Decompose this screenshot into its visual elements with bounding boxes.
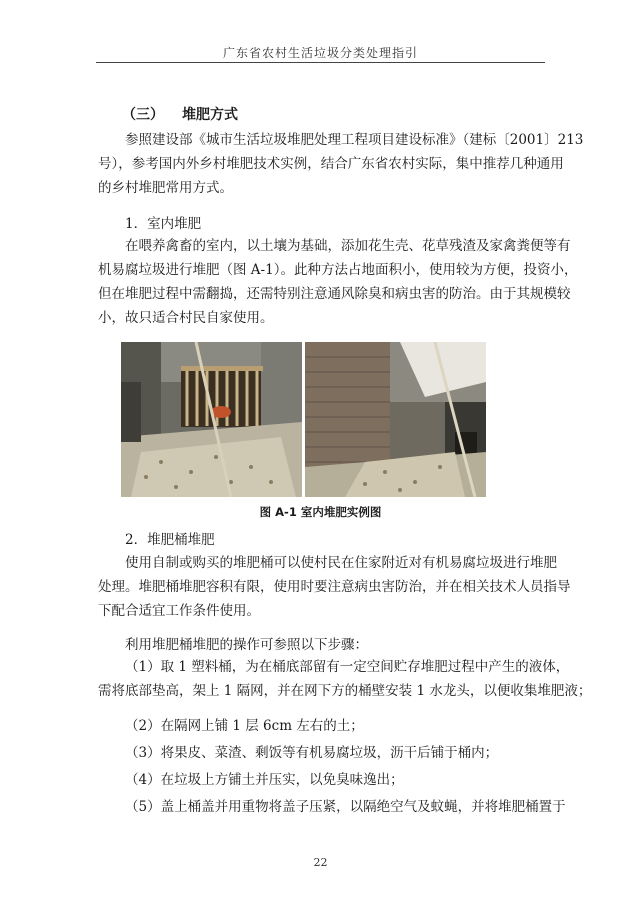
header-rule xyxy=(96,62,545,63)
intro-paragraph xyxy=(98,128,584,200)
text-line: 但在堆肥过程中需翻捣，还需特别注意通风除臭和病虫害的防治。由于其规模较 xyxy=(98,286,571,302)
method2-paragraph xyxy=(98,551,571,623)
page-number: 22 xyxy=(313,856,328,869)
running-header: 广东省农村生活垃圾分类处理指引 xyxy=(222,46,418,60)
section-heading xyxy=(122,104,238,124)
text-line: 需将底部垫高，架上 1 隔网，并在网下方的桶壁安装 1 水龙头，以便收集堆肥液； xyxy=(98,683,592,699)
photo-left xyxy=(121,342,302,497)
step-1 xyxy=(98,655,592,703)
text-line: 号），参考国内外乡村堆肥技术实例，结合广东省农村实际，集中推荐几种通用 xyxy=(98,156,564,172)
text-line: 参照建设部《城市生活垃圾堆肥处理工程项目建设标准》（建标〔2001〕213 xyxy=(125,132,584,148)
text-line: （1）取 1 塑料桶，为在桶底部留有一定空间贮存堆肥过程中产生的液体， xyxy=(125,659,570,675)
steps-intro: 利用堆肥桶堆肥的操作可参照以下步骤： xyxy=(125,637,368,653)
method1-heading: 1．室内堆肥 xyxy=(125,216,202,232)
method1-paragraph xyxy=(98,234,578,330)
figure-caption: 图 A-1 室内堆肥实例图 xyxy=(259,505,382,519)
text-line: 在喂养禽畜的室内，以土壤为基础，添加花生壳、花草残渣及家禽粪便等有 xyxy=(125,238,571,254)
step-4: （4）在垃圾上方铺土并压实，以免臭味逸出； xyxy=(125,772,404,788)
step-5: （5）盖上桶盖并用重物将盖子压紧，以隔绝空气及蚊蝇，并将堆肥桶置于 xyxy=(125,799,566,815)
photo-right xyxy=(305,342,486,497)
step-2: （2）在隔网上铺 1 层 6cm 左右的土； xyxy=(125,718,364,734)
text-line: 下配合适宜工作条件使用。 xyxy=(98,603,260,619)
method2-heading: 2．堆肥桶堆肥 xyxy=(125,532,215,548)
section-title: 堆肥方式 xyxy=(182,107,238,123)
step-3: （3）将果皮、菜渣、剩饭等有机易腐垃圾，沥干后铺于桶内； xyxy=(125,745,499,761)
text-line: 处理。堆肥桶堆肥容积有限，使用时要注意病虫害防治，并在相关技术人员指导 xyxy=(98,579,571,595)
text-line: 的乡村堆肥常用方式。 xyxy=(98,180,233,196)
text-line: 小，故只适合村民自家使用。 xyxy=(98,310,274,326)
figure-photos xyxy=(121,342,486,497)
section-number: （三） xyxy=(122,107,164,123)
text-line: 使用自制或购买的堆肥桶可以使村民在住家附近对有机易腐垃圾进行堆肥 xyxy=(125,555,557,571)
text-line: 机易腐垃圾进行堆肥（图 A-1）。此种方法占地面积小，使用较为方便，投资小， xyxy=(98,262,578,278)
